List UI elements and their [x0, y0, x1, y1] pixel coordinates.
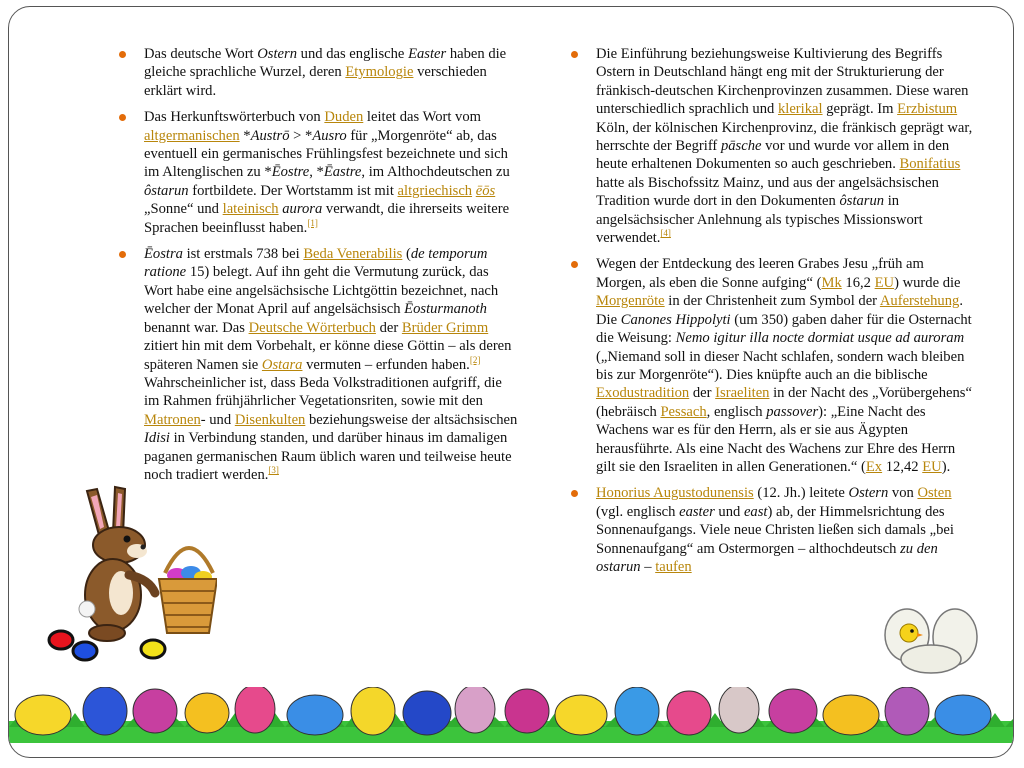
- text: (vgl. englisch: [596, 503, 680, 520]
- text: ist erstmals 738 bei: [182, 246, 304, 263]
- egg-icon: [287, 695, 343, 735]
- egg-icon: [935, 695, 991, 735]
- text: pāsche: [720, 138, 762, 155]
- text: zitiert hin mit dem Vorbehalt, er könne diese Göttin – als deren späteren Namen sie: [144, 338, 512, 373]
- bullet-icon: [119, 251, 126, 258]
- link-honorius-augustodunensis[interactable]: Honorius Augustodunensis: [596, 485, 754, 502]
- text: fortbildete. Der Wortstamm ist mit: [188, 182, 398, 199]
- bullet-icon: [571, 490, 578, 497]
- egg-icon: [351, 687, 395, 735]
- footnote-ref[interactable]: [2]: [469, 354, 481, 365]
- text: zu den ostarun: [596, 540, 938, 575]
- egg-icon: [15, 695, 71, 735]
- text: Köln, der kölnischen Kirchenprovinz, die fränkisch geprägt war, herrschte der Begriff: [596, 119, 973, 155]
- link-osten[interactable]: Osten: [917, 485, 952, 502]
- text: von: [888, 485, 918, 502]
- link-eos[interactable]: ēōs: [475, 182, 496, 199]
- link-deutsche-woerterbuch[interactable]: Deutsche Wörterbuch: [248, 319, 376, 336]
- text: (um 350) gaben daher für die Osternacht die Weisung:: [596, 311, 972, 347]
- link-beda-venerabilis[interactable]: Beda Venerabilis: [303, 246, 403, 263]
- text: Das deutsche Wort: [144, 46, 258, 62]
- text: Ausro: [312, 127, 347, 144]
- link-lateinisch[interactable]: lateinisch: [222, 201, 279, 218]
- link-mk[interactable]: Mk: [821, 274, 842, 291]
- text: haben die gleiche sprachliche Wurzel, deren: [144, 46, 507, 81]
- link-matronen[interactable]: Matronen: [144, 411, 201, 428]
- text: in der Christenheit zum Symbol der: [664, 293, 880, 310]
- link-eu[interactable]: EU: [874, 274, 895, 291]
- bullet-icon: [571, 51, 578, 58]
- egg-icon: [455, 687, 495, 733]
- link-klerikal[interactable]: klerikal: [777, 101, 823, 118]
- egg-icon: [185, 693, 229, 733]
- text: Die Einführung beziehungsweise Kultivierung des Begriffs Ostern in Deutschland hängt eng mit der Strukturierung der fränkisch-deutschen Kirchenprovinzen zusammen. Diese waren unterschiedlich sprachlich und: [596, 46, 969, 118]
- text: Ostern: [257, 46, 297, 62]
- text: *: [239, 127, 251, 144]
- text: verwandt, die ihrerseits weitere Sprachen beeinflusst haben.: [144, 201, 510, 236]
- link-erzbistum[interactable]: Erzbistum: [897, 101, 958, 118]
- text: und das englische: [297, 46, 409, 62]
- text: und: [714, 503, 744, 520]
- left-column: [119, 45, 519, 492]
- text: Ēostra: [144, 246, 183, 263]
- link-taufen[interactable]: taufen: [655, 558, 692, 575]
- text: in der Nacht des „Vorübergehens“ (hebräisch: [596, 385, 972, 420]
- text: easter: [679, 503, 715, 520]
- text: ôstarun: [839, 193, 885, 210]
- text: 15) belegt. Auf ihn geht die Vermutung zurück, das Wort habe eine angelsächsische Lichtgöttin bezeichnet, nach welcher der Monat April auf angelsächsisch: [144, 264, 499, 318]
- link-duden[interactable]: Duden: [324, 109, 364, 126]
- text: ) ab, der Himmelsrichtung des Sonnenaufgangs. Viele neue Christen ließen sich damals „bei Sonnenaufgang“ am Ostermorgen – althochdeutsch: [596, 503, 954, 557]
- right-column: [571, 45, 973, 584]
- egg-icon: [667, 691, 711, 735]
- bullet-icon: [119, 114, 126, 121]
- list-item: [119, 245, 519, 484]
- text: aurora: [282, 201, 323, 218]
- text: vor und wurde vor allem in den heute erhaltenen Dokumenten so auch geschrieben.: [596, 138, 950, 173]
- text: ).: [941, 458, 951, 475]
- link-morgenroete[interactable]: Morgenröte: [596, 293, 665, 310]
- text: leitet das Wort vom: [363, 109, 481, 126]
- link-altgermanischen[interactable]: altgermanischen: [144, 127, 240, 144]
- list-item: [571, 255, 973, 476]
- text: Canones Hippolyti: [620, 311, 731, 328]
- egg-grass-border: [9, 687, 1014, 747]
- text: Austrō: [250, 127, 290, 144]
- bullet-icon: [571, 261, 578, 268]
- egg-icon: [615, 687, 659, 735]
- text: benannt war. Das: [144, 319, 249, 336]
- link-disenkulten[interactable]: Disenkulten: [234, 411, 306, 428]
- text: Wahrscheinlicher ist, dass Beda Volkstraditionen aufgriff, die im Rahmen frühjährlicher Vegetationsriten, sowie mit den: [144, 374, 502, 410]
- text: de temporum ratione: [144, 246, 488, 281]
- easter-bunny-icon: [37, 483, 217, 663]
- link-israeliten[interactable]: Israeliten: [715, 385, 770, 402]
- link-ex[interactable]: Ex: [865, 458, 883, 475]
- text: Ēostre: [271, 164, 310, 181]
- text: beziehungsweise der altsächsischen: [305, 411, 518, 428]
- list-item: [571, 484, 973, 576]
- link-brueder-grimm[interactable]: Brüder Grimm: [401, 319, 489, 336]
- text: der: [375, 319, 402, 336]
- text: Nemo igitur illa nocte dormiat usque ad auroram: [675, 330, 965, 347]
- egg-icon: [505, 689, 549, 733]
- egg-icon: [555, 695, 607, 735]
- text: , englisch: [706, 403, 767, 420]
- text: Ēosturmanoth: [404, 301, 487, 318]
- text: Easter: [408, 46, 447, 62]
- link-eu[interactable]: EU: [922, 458, 942, 475]
- text: „Sonne“ und: [144, 201, 223, 218]
- text: –: [640, 558, 656, 575]
- footnote-ref[interactable]: [4]: [660, 228, 671, 239]
- text: geprägt. Im: [822, 101, 898, 118]
- link-ostara[interactable]: Ostara: [261, 356, 303, 373]
- link-exodustradition[interactable]: Exodustradition: [596, 385, 690, 402]
- text: Das Herkunftswörterbuch von: [144, 109, 325, 126]
- egg-icon: [235, 687, 275, 733]
- text: Idisi: [144, 430, 170, 447]
- egg-icon: [885, 687, 929, 735]
- text: Ēastre: [323, 164, 362, 181]
- text: (12. Jh.) leitete: [753, 485, 849, 502]
- list-item: [119, 45, 519, 100]
- text: Ostern: [848, 485, 889, 502]
- slide-frame: [8, 6, 1014, 758]
- text: , im Althochdeutschen zu: [361, 164, 510, 181]
- text: passover: [766, 403, 819, 420]
- text: für „Morgenröte“ ab, das eventuell ein germanisches Frühlingsfest bezeichnete und sich im Altenglischen zu *: [144, 127, 508, 181]
- egg-icon: [403, 691, 451, 735]
- text: ) wurde die: [894, 274, 961, 291]
- chick-egg-icon: [877, 597, 987, 677]
- text: Wegen der Entdeckung des leeren Grabes Jesu „früh am Morgen, als eben die Sonne aufging“ (: [596, 256, 924, 291]
- footnote-ref[interactable]: [1]: [307, 217, 318, 228]
- link-etymologie[interactable]: Etymologie: [345, 64, 414, 81]
- text: 12,42: [882, 458, 923, 475]
- link-altgriechisch[interactable]: altgriechisch: [397, 182, 473, 199]
- text: > *: [289, 127, 313, 144]
- text: hatte als Bischofssitz Mainz, und aus der angelsächsischen Tradition wurde dort in den Dokumenten: [596, 174, 939, 210]
- text: in angelsächsischer Anlehnung als typisches Missionswort verwendet.: [596, 193, 923, 247]
- left-bullet-list: [119, 45, 519, 484]
- text: . Die: [596, 293, 963, 328]
- egg-icon: [133, 689, 177, 733]
- link-bonifatius[interactable]: Bonifatius: [899, 156, 961, 173]
- text: east: [743, 503, 768, 520]
- egg-icon: [769, 689, 817, 733]
- list-item: [571, 45, 973, 247]
- egg-icon: [823, 695, 879, 735]
- link-auferstehung[interactable]: Auferstehung: [879, 293, 960, 310]
- egg-icon: [83, 687, 127, 735]
- text: ): „Eine Nacht des Wachens war es für den Herrn, als er sie aus Ägypten herausführte. Als eine Nacht des Wachens zur Ehre des Herrn gilt sie den Israeliten in allen Generationen.“ (: [596, 403, 956, 475]
- footnote-ref[interactable]: [3]: [268, 465, 279, 476]
- text: , *: [309, 164, 324, 181]
- text: der: [689, 385, 716, 402]
- text: vermuten – erfunden haben.: [302, 356, 470, 373]
- text: (: [402, 246, 411, 263]
- link-pessach[interactable]: Pessach: [660, 403, 707, 420]
- bullet-icon: [119, 51, 126, 58]
- text: 16,2: [841, 274, 875, 291]
- egg-icon: [719, 687, 759, 733]
- right-bullet-list: [571, 45, 973, 576]
- list-item: [119, 108, 519, 237]
- text: in Verbindung standen, und darüber hinaus im damaligen paganen germanischen Raum üblich waren und teilweise heute noch tradiert werden.: [144, 430, 512, 483]
- text: ôstarun: [144, 182, 189, 199]
- text: („Niemand soll in dieser Nacht schlafen, sondern wach bleiben bis zur Morgenröte“). Dies knüpfte auch an die biblische: [596, 348, 965, 383]
- text: - und: [200, 411, 235, 428]
- text: verschieden erklärt wird.: [144, 64, 487, 99]
